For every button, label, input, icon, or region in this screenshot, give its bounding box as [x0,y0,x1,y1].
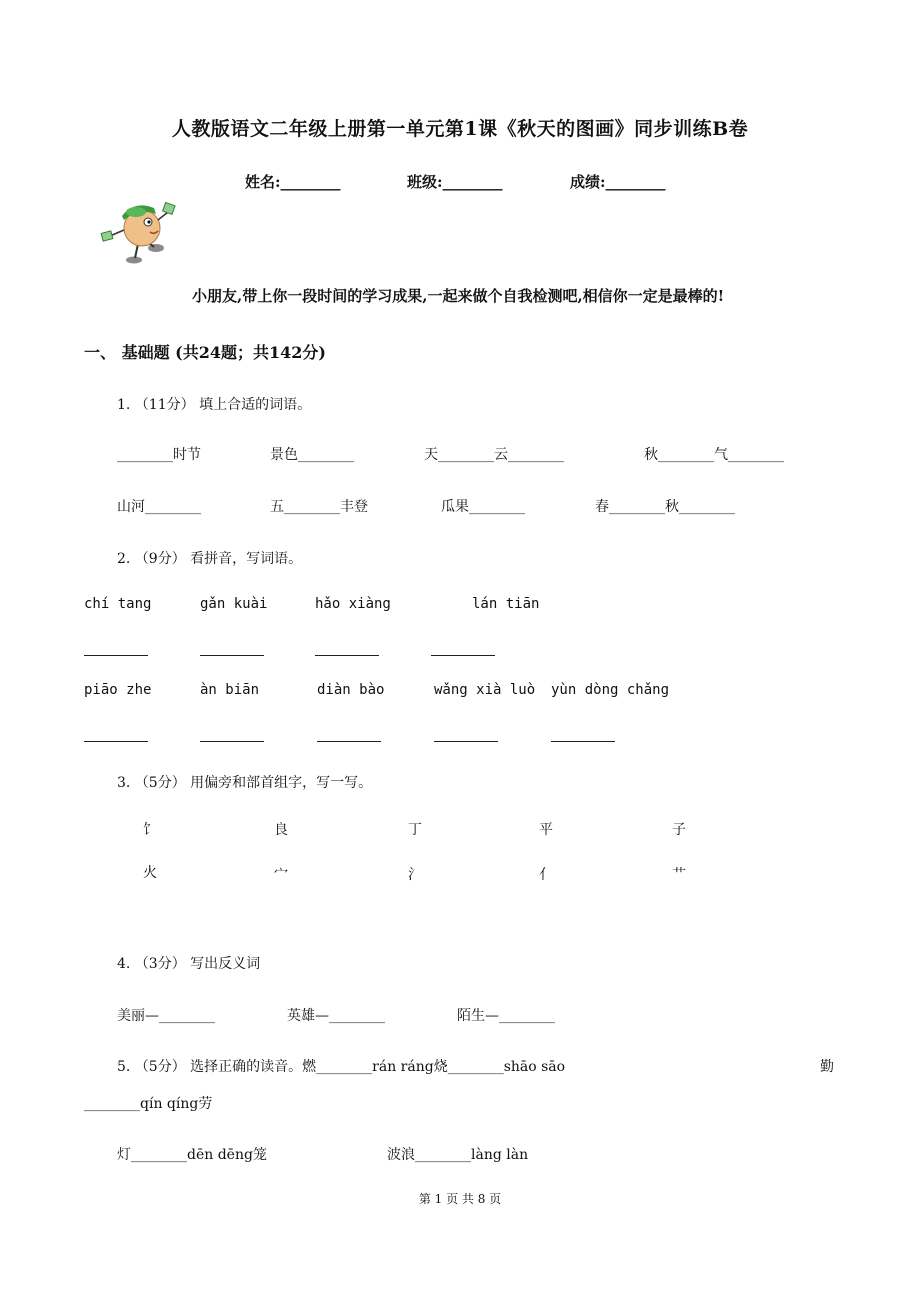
q2-pinyin: hǎo xiàng [315,596,391,612]
page-footer: 第 1 页 共 8 页 [418,1192,502,1206]
q1-blank-item: 瓜果________ [441,499,525,515]
q3-radical: 良 [274,822,288,838]
q2-answer-line [84,655,148,656]
q1-blank-item: 山河________ [117,499,201,515]
q3-radical: 火 [143,865,157,881]
q4-antonym-item: 美丽—________ [117,1008,215,1024]
q2-pinyin: lán tiān [472,596,540,612]
q1-blank-item: 秋________气________ [644,447,784,463]
q3-radical: 亻 [539,867,553,883]
q3-radical: 饣 [143,822,157,838]
question-5-item: 灯________dēn dēng笼 [117,1147,267,1163]
q2-answer-line [200,741,264,742]
q1-blank-item: 天________云________ [424,447,564,463]
name-field-label: 姓名:________ [245,173,341,191]
question-3-header: 3. （5分） 用偏旁和部首组字，写一写。 [117,775,373,791]
question-5-line-2: ________qín qíng劳 [84,1096,213,1112]
q4-antonym-item: 陌生—________ [457,1008,555,1024]
q1-blank-item: 景色________ [270,447,354,463]
q1-blank-item: ________时节 [117,447,201,463]
q2-answer-line [315,655,379,656]
q3-radical: 平 [539,822,553,838]
class-field-label: 班级:________ [407,173,503,191]
q2-pinyin: chí tang [84,596,152,612]
q2-answer-line [434,741,498,742]
q2-answer-line [84,741,148,742]
q3-radical: 艹 [672,867,686,883]
q2-pinyin: piāo zhe [84,682,152,698]
question-5-item: 波浪________làng làn [387,1147,529,1163]
q2-answer-line [200,655,264,656]
section-1-heading: 一、 基础题 (共24题；共142分) [84,343,326,362]
question-5-line-1: 5. （5分） 选择正确的读音。燃________rán ráng烧________shāo sāo [117,1059,566,1075]
q2-pinyin: gǎn kuài [200,596,268,612]
q2-pinyin: wǎng xià luò [434,682,536,698]
score-field-label: 成绩:________ [570,173,666,191]
q2-pinyin: diàn bào [317,682,385,698]
page-title: 人教版语文二年级上册第一单元第1课《秋天的图画》同步训练B卷 [171,118,749,140]
question-4-header: 4. （3分） 写出反义词 [117,956,261,972]
mascot-illustration [98,198,180,264]
q1-blank-item: 春________秋________ [595,499,735,515]
question-5-char: 勤 [820,1059,834,1075]
q4-antonym-item: 英雄—________ [287,1008,385,1024]
q2-answer-line [431,655,495,656]
q2-pinyin: yùn dòng chǎng [551,682,670,698]
question-1-header: 1. （11分） 填上合适的词语。 [117,397,312,413]
q2-answer-line [551,741,615,742]
q2-answer-line [317,741,381,742]
q3-radical: 子 [672,822,686,838]
q3-radical: 氵 [408,867,422,883]
q3-radical: 宀 [274,867,288,883]
intro-text: 小朋友,带上你一段时间的学习成果,一起来做个自我检测吧,相信你一定是最棒的! [192,287,725,305]
question-2-header: 2. （9分） 看拼音，写词语。 [117,551,303,567]
q3-radical: 丁 [408,822,422,838]
q2-pinyin: àn biān [200,682,260,698]
q1-blank-item: 五________丰登 [270,499,368,515]
